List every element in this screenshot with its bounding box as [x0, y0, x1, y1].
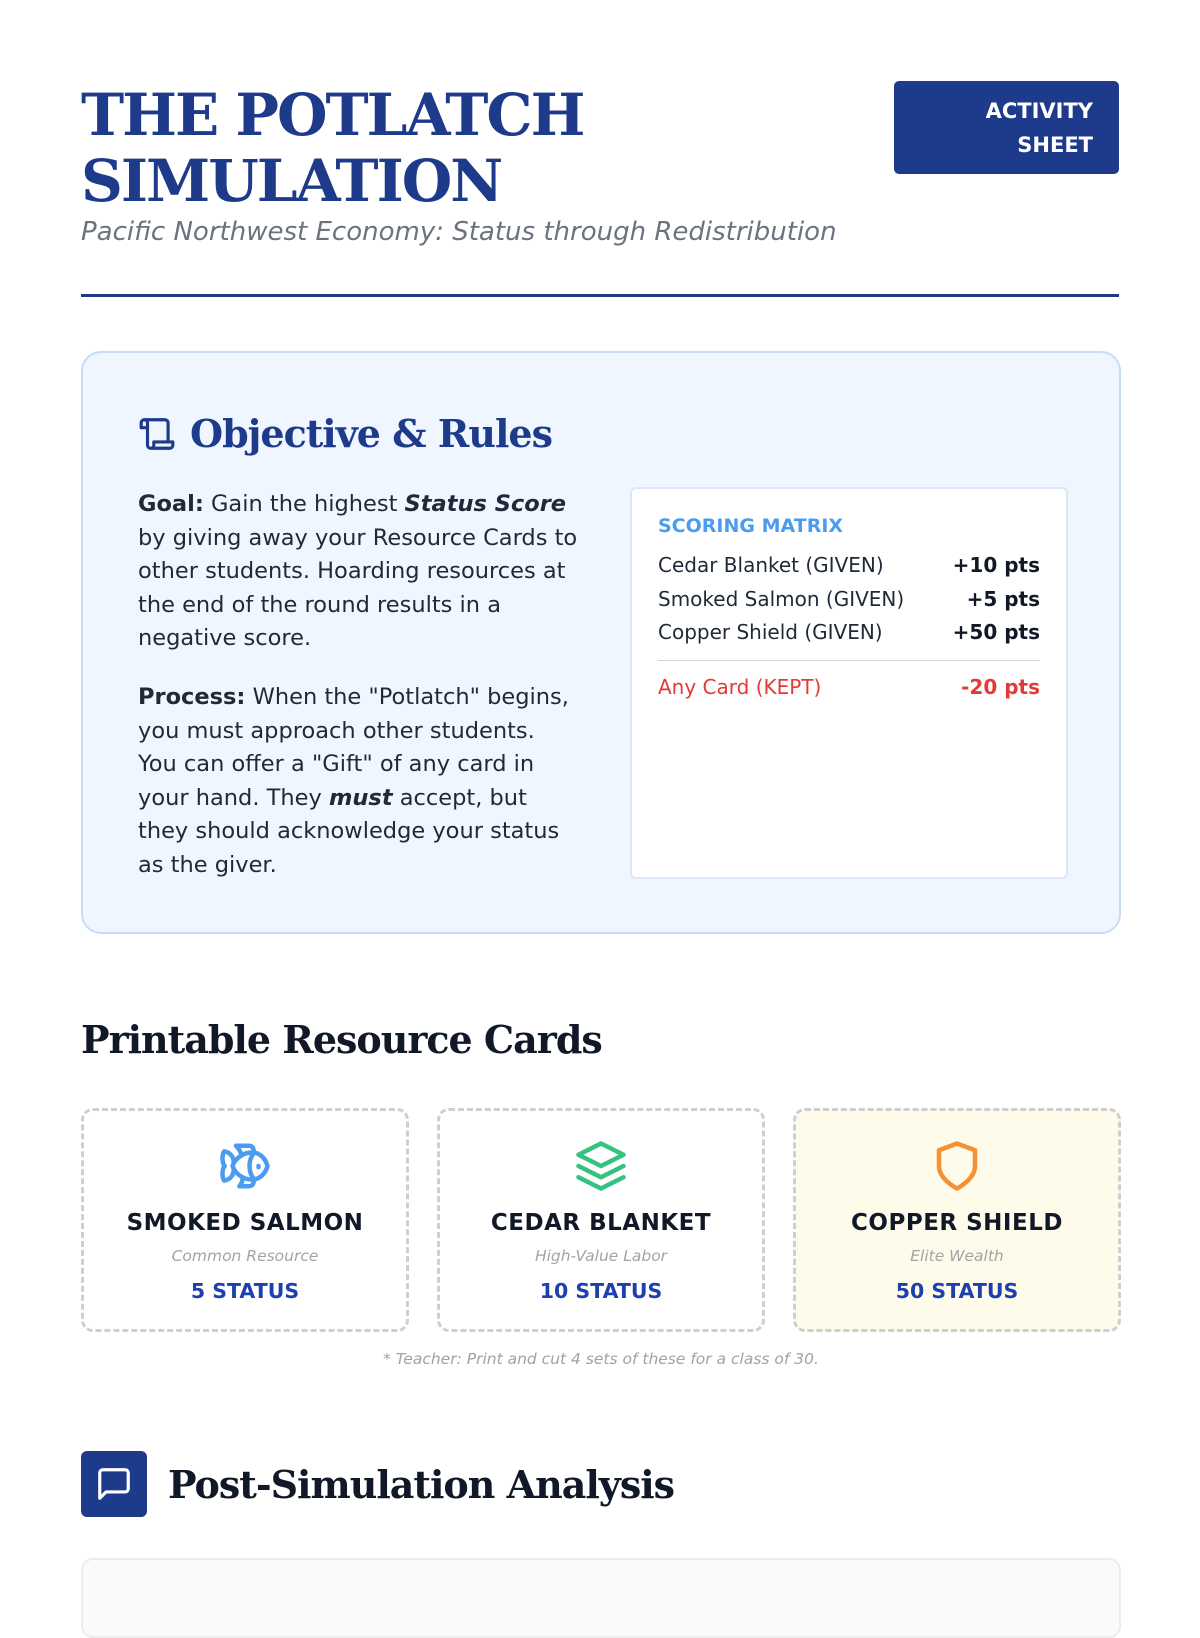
scoring-row-label: Smoked Salmon (GIVEN)	[658, 586, 905, 611]
teacher-note: * Teacher: Print and cut 4 sets of these for a class of 30.	[383, 1350, 819, 1368]
scoring-row-points: +5 pts	[966, 586, 1040, 611]
resource-cards	[81, 1108, 1121, 1332]
scoring-kept-points: -20 pts	[961, 674, 1040, 699]
chat-bubble-icon	[95, 1465, 133, 1503]
card-status-value: 50 STATUS	[895, 1279, 1019, 1303]
analysis-heading	[81, 1451, 674, 1517]
scoring-matrix-title: SCORING MATRIX	[658, 515, 844, 537]
objective-panel	[81, 351, 1121, 934]
title-line-2: SIMULATION	[81, 147, 502, 215]
scoring-matrix	[630, 487, 1068, 879]
objective-heading	[138, 411, 552, 456]
resource-card-smoked-salmon	[81, 1108, 409, 1332]
scroll-icon	[138, 415, 176, 453]
page-header	[81, 0, 1119, 297]
scoring-row-label: Copper Shield (GIVEN)	[658, 620, 883, 644]
objective-title: Objective & Rules	[190, 411, 552, 456]
activity-sheet-badge	[894, 81, 1119, 174]
scoring-row-kept	[658, 660, 1040, 705]
resource-card-copper-shield	[793, 1108, 1121, 1332]
card-description: Common Resource	[171, 1247, 319, 1265]
resource-card-cedar-blanket	[437, 1108, 765, 1332]
scoring-row-points: +50 pts	[952, 620, 1040, 644]
scoring-row-label: Cedar Blanket (GIVEN)	[658, 553, 884, 577]
page-title	[81, 82, 583, 214]
analysis-title: Post-Simulation Analysis	[168, 1461, 675, 1507]
process-emphasis: must	[328, 784, 393, 811]
goal-label: Goal:	[138, 491, 204, 517]
scoring-row	[658, 616, 1040, 650]
scoring-row	[658, 549, 1040, 583]
cards-section-title: Printable Resource Cards	[81, 1017, 602, 1062]
scoring-kept-label: Any Card (KEPT)	[658, 674, 822, 699]
analysis-content-box	[81, 1558, 1121, 1638]
badge-line-1: ACTIVITY	[985, 99, 1093, 123]
scoring-row-points: +10 pts	[952, 553, 1040, 577]
card-name: COPPER SHIELD	[851, 1210, 1063, 1236]
layers-icon	[574, 1139, 628, 1193]
goal-text-2: by giving away your Resource Cards to other students. Hoarding resources at the end of the round results in a negative score.	[138, 524, 578, 651]
fish-icon	[218, 1139, 272, 1193]
goal-emphasis: Status Score	[404, 491, 567, 517]
card-description: Elite Wealth	[910, 1247, 1004, 1265]
shield-icon	[930, 1139, 984, 1193]
title-line-1: THE POTLATCH	[81, 81, 584, 149]
goal-text-1: Gain the highest	[203, 491, 405, 517]
process-text-1: When the "Potlatch" begins, you must approach other students. You can offer a "Gift" of any card in your hand. They	[138, 684, 569, 811]
card-description: High-Value Labor	[534, 1247, 668, 1265]
card-name: CEDAR BLANKET	[490, 1210, 712, 1236]
process-paragraph	[138, 681, 578, 882]
badge-line-2: SHEET	[1017, 133, 1093, 157]
card-status-value: 5 STATUS	[190, 1279, 300, 1303]
process-text-2: accept, but they should acknowledge your status as the giver.	[138, 784, 560, 878]
goal-paragraph	[138, 488, 578, 656]
process-label: Process:	[138, 684, 246, 710]
card-status-value: 10 STATUS	[539, 1279, 663, 1303]
analysis-icon-box	[81, 1451, 147, 1517]
card-name: SMOKED SALMON	[126, 1210, 364, 1236]
page-subtitle: Pacific Northwest Economy: Status through Redistribution	[81, 217, 837, 247]
scoring-row	[658, 583, 1040, 617]
